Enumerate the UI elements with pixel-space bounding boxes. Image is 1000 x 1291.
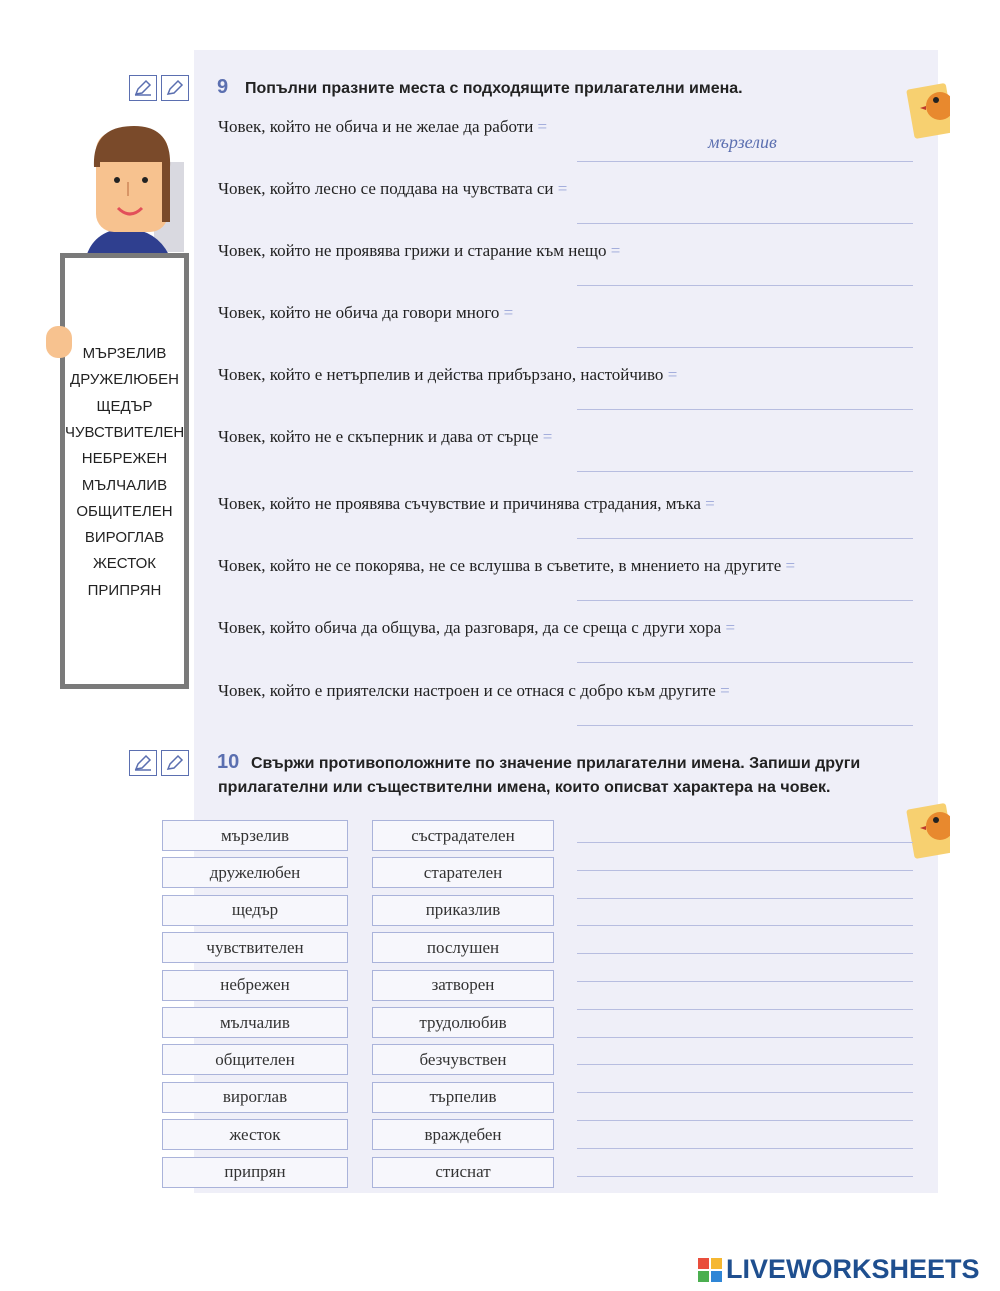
- right-word-box[interactable]: безчувствен: [372, 1044, 554, 1075]
- answer-line[interactable]: [577, 223, 913, 224]
- answer-line[interactable]: [577, 347, 913, 348]
- exercise-10-title-line1: Свържи противоположните по значение прилагателни имена. Запиши други: [251, 755, 861, 772]
- answer-line[interactable]: [577, 600, 913, 601]
- left-word-box[interactable]: небрежен: [162, 970, 348, 1001]
- answer-line[interactable]: [577, 471, 913, 472]
- write-line[interactable]: [577, 842, 913, 843]
- right-word-box[interactable]: състрадателен: [372, 820, 554, 851]
- question-text: Човек, който не обича и не желае да работи =: [218, 117, 548, 136]
- liveworksheets-logo-icon: [698, 1258, 722, 1282]
- exercise-9-title: Попълни празните места с подходящите прилагателни имена.: [245, 80, 743, 97]
- exercise-10-number: 10: [217, 751, 240, 773]
- right-word-box[interactable]: враждебен: [372, 1119, 554, 1150]
- question-text: Човек, който не проявява съчувствие и причинява страдания, мъка =: [218, 494, 715, 513]
- write-line[interactable]: [577, 1148, 913, 1149]
- exercise-9-icons: [129, 75, 189, 101]
- sign-word: ВИРОГЛАВ: [84, 529, 165, 547]
- question-text: Човек, който е нетърпелив и действа прибързано, настойчиво =: [218, 365, 678, 384]
- write-line[interactable]: [577, 1092, 913, 1093]
- right-word-box[interactable]: затворен: [372, 970, 554, 1001]
- pencil-write-icon: [129, 75, 157, 101]
- sign-word: ЧУВСТВИТЕЛЕН: [65, 423, 185, 441]
- left-word-box[interactable]: чувствителен: [162, 932, 348, 963]
- left-word-box[interactable]: припрян: [162, 1157, 348, 1188]
- left-word-box[interactable]: мързелив: [162, 820, 348, 851]
- left-word-box[interactable]: мълчалив: [162, 1007, 348, 1038]
- bird-sticker-icon: [906, 800, 950, 860]
- sign-word: ДРУЖЕЛЮБЕН: [70, 371, 179, 389]
- write-line[interactable]: [577, 1176, 913, 1177]
- right-word-box[interactable]: търпелив: [372, 1082, 554, 1113]
- left-word-box[interactable]: вироглав: [162, 1082, 348, 1113]
- question-text: Човек, който не проявява грижи и старание към нещо =: [218, 241, 621, 260]
- answer-line[interactable]: [577, 409, 913, 410]
- left-word-box[interactable]: жесток: [162, 1119, 348, 1150]
- question-text: Човек, който обича да общува, да разговаря, да се среща с други хора =: [218, 618, 736, 637]
- answer-value[interactable]: мързелив: [708, 132, 777, 152]
- write-line[interactable]: [577, 981, 913, 982]
- question-text: Човек, който лесно се поддава на чувствата си =: [218, 179, 568, 198]
- left-word-box[interactable]: щедър: [162, 895, 348, 926]
- answer-line[interactable]: [577, 161, 913, 162]
- exercise-10-title-line2: прилагателни или съществителни имена, които описват характера на човек.: [218, 779, 831, 796]
- write-line[interactable]: [577, 925, 913, 926]
- sign-word: МЪРЗЕЛИВ: [82, 345, 167, 362]
- sign-word: ОБЩИТЕЛЕН: [76, 502, 173, 520]
- left-word-box[interactable]: дружелюбен: [162, 857, 348, 888]
- pencil-icon: [161, 750, 189, 776]
- pencil-icon: [161, 75, 189, 101]
- exercise-9-number: 9: [217, 76, 229, 98]
- sign-word: ЖЕСТОК: [92, 555, 157, 573]
- pencil-write-icon: [129, 750, 157, 776]
- right-word-box[interactable]: старателен: [372, 857, 554, 888]
- question-text: Човек, който не е скъперник и дава от сърце =: [218, 427, 553, 446]
- right-word-box[interactable]: приказлив: [372, 895, 554, 926]
- question-text: Човек, който не обича да говори много =: [218, 303, 514, 322]
- write-line[interactable]: [577, 898, 913, 899]
- right-word-box[interactable]: трудолюбив: [372, 1007, 554, 1038]
- write-line[interactable]: [577, 1064, 913, 1065]
- word-sign-board: [60, 253, 189, 689]
- left-word-box[interactable]: общителен: [162, 1044, 348, 1075]
- liveworksheets-brand: LIVEWORKSHEETS: [726, 1254, 980, 1284]
- question-text: Човек, който е приятелски настроен и се отнася с добро към другите =: [218, 681, 730, 700]
- write-line[interactable]: [577, 1120, 913, 1121]
- write-line[interactable]: [577, 1037, 913, 1038]
- liveworksheets-logo: [698, 1254, 980, 1285]
- sign-word: НЕБРЕЖЕН: [81, 450, 168, 468]
- write-line[interactable]: [577, 1009, 913, 1010]
- answer-line[interactable]: [577, 285, 913, 286]
- write-line[interactable]: [577, 953, 913, 954]
- sign-word: ПРИПРЯН: [87, 581, 162, 599]
- exercise-10-icons: [129, 750, 189, 776]
- question-text: Човек, който не се покорява, не се вслушва в съветите, в мнението на другите =: [218, 556, 796, 575]
- sign-word: ЩЕДЪР: [96, 397, 153, 415]
- answer-line[interactable]: [577, 662, 913, 663]
- bird-sticker-icon: [906, 80, 950, 140]
- answer-line[interactable]: [577, 538, 913, 539]
- answer-line[interactable]: [577, 725, 913, 726]
- sign-word: МЪЛЧАЛИВ: [81, 476, 168, 494]
- right-word-box[interactable]: послушен: [372, 932, 554, 963]
- right-word-box[interactable]: стиснат: [372, 1157, 554, 1188]
- hand-icon: [46, 326, 72, 358]
- write-line[interactable]: [577, 870, 913, 871]
